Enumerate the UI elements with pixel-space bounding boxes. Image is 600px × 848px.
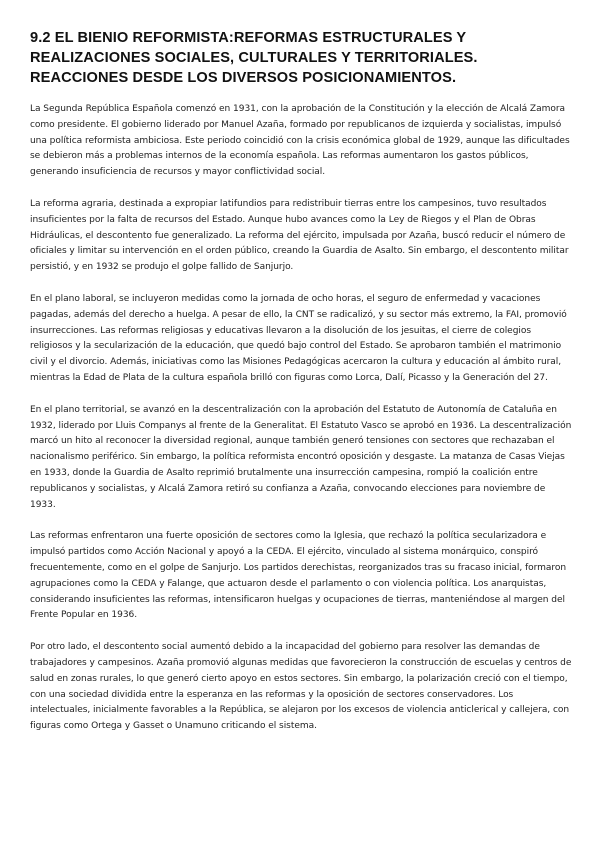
paragraph-social-discontent: Por otro lado, el descontento social aumentó debido a la incapacidad del gobierno para resolver las demandas de trabajadores y campesinos. Azaña promovió algunas medidas que favorecieron la construcción de escuelas y centros de salud en zonas rurales, lo que generó cierto apoyo en estos sectores. Sin embargo, la polarización creció con el tiempo, con una sociedad dividida entre la esperanza en las reformas y la oposición de sectores conservadores. Los intelectuales, inicialmente favorables a la República, se alejaron por los excesos de violencia anticlerical y callejera, con figuras como Ortega y Gasset o Unamuno criticando el sistema. xyxy=(30,642,572,732)
paragraph-territorial: En el plano territorial, se avanzó en la descentralización con la aprobación del Estatuto de Autonomía de Cataluña en 1932, liderado por Lluis Companys al frente de la Generalitat. El Estatuto Vasco se aprobó en 1936. La descentralización marcó un hito al reconocer la diversidad regional, aunque también generó tensiones con sectores que rechazaban el nacionalismo periférico. Sin embargo, la política reformista encontró oposición y desgaste. La matanza de Casas Viejas en 1933, donde la Guardia de Asalto reprimió brutalmente una insurrección campesina, rompió la coalición entre republicanos y socialistas, y Alcalá Zamora retiró su confianza a Azaña, convocando elecciones para noviembre de 1933. xyxy=(30,404,572,510)
paragraph-opposition: Las reformas enfrentaron una fuerte oposición de sectores como la Iglesia, que rechazó la política secularizadora e impulsó partidos como Acción Nacional y apoyó a la CEDA. El ejército, vinculado al sistema monárquico, conspiró frecuentemente, como en el golpe de Sanjurjo. Los partidos derechistas, reorganizados tras su fracaso inicial, formaron agrupaciones como la CEDA y Falange, que actuaron desde el parlamento o con violencia política. Los anarquistas, considerando insuficientes las reformas, intensificaron huelgas y ocupaciones de tierras, manteniéndose al margen del Frente Popular en 1936. xyxy=(30,531,567,621)
document-title: 9.2 EL BIENIO REFORMISTA:REFORMAS ESTRUCTURALES Y REALIZACIONES SOCIALES, CULTURALES Y TERRITORIALES. REACCIONES DESDE LOS DIVERSOS POSICIONAMIENTOS. xyxy=(30,30,478,86)
paragraph-agrarian-military: La reforma agraria, destinada a expropiar latifundios para redistribuir tierras entre los campesinos, tuvo resultados insuficientes por la falta de recursos del Estado. Aunque hubo avances como la Ley de Riegos y el Plan de Obras Hidráulicas, el descontento fue generalizado. La reforma del ejército, impulsada por Azaña, buscó reducir el número de oficiales y limitar su intervención en el orden público, creando la Guardia de Asalto. Sin embargo, el descontento militar persistió, y en 1932 se produjo el golpe fallido de Sanjurjo. xyxy=(30,198,569,273)
paragraph-intro: La Segunda República Española comenzó en 1931, con la aprobación de la Constitución y la elección de Alcalá Zamora como presidente. El gobierno liderado por Manuel Azaña, formado por republicanos de izquierda y socialistas, impulsó una política reformista ambiciosa. Este periodo coincidió con la crisis económica global de 1929, aunque las dificultades se debieron más a problemas internos de la economía española. Las reformas aumentaron los gastos públicos, generando insuficiencia de recursos y mayor conflictividad social. xyxy=(30,104,570,178)
paragraph-labor-religion-education: En el plano laboral, se incluyeron medidas como la jornada de ocho horas, el seguro de enfermedad y vacaciones pagadas, además del derecho a huelga. A pesar de ello, la CNT se radicalizó, y su sector más extremo, la FAI, promovió insurrecciones. Las reformas religiosas y educativas llevaron a la disolución de los jesuitas, el cierre de colegios religiosos y la secularización de la educación, que quedó bajo control del Estado. Se aprobaron también el matrimonio civil y el divorcio. Además, iniciativas como las Misiones Pedagógicas acercaron la cultura y educación al ámbito rural, mientras la Edad de Plata de la cultura española brilló con figuras como Lorca, Dalí, Picasso y la Generación del 27. xyxy=(30,293,567,383)
document-page xyxy=(30,28,572,751)
